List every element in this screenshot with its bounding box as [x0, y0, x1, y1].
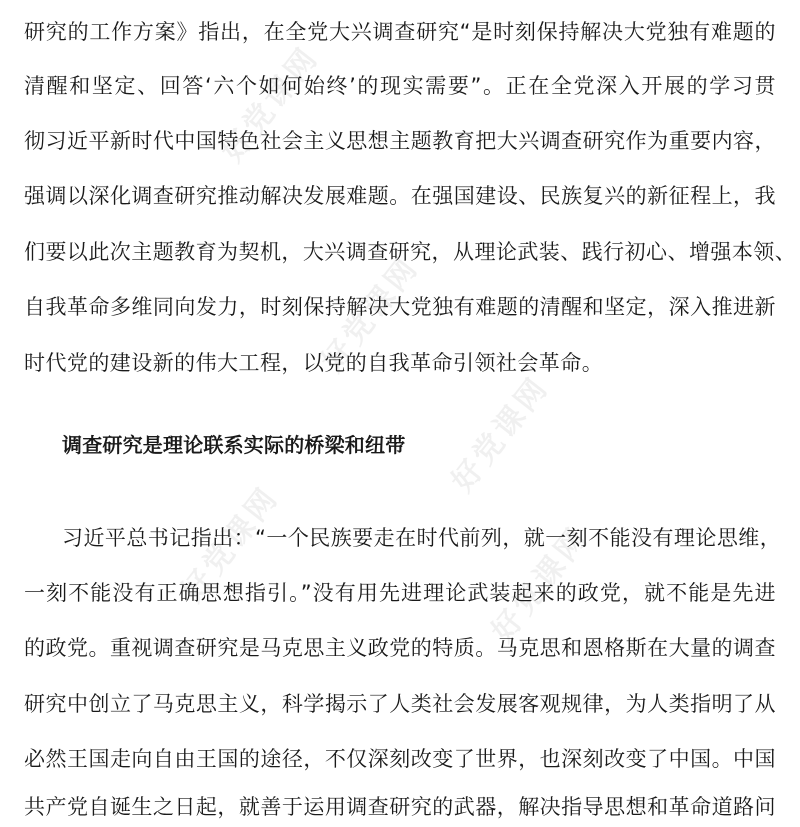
paragraph-line: 们要以此次主题教育为契机，大兴调查研究，从理论武装、践行初心、增强本领、 [24, 240, 797, 264]
paragraph-line: 一刻不能没有正确思想指引。”没有用先进理论武装起来的政党，就不能是先进 [24, 581, 776, 605]
paragraph-line: 彻习近平新时代中国特色社会主义思想主题教育把大兴调查研究作为重要内容， [24, 129, 776, 153]
watermark: 好党课网 [445, 369, 557, 499]
watermark: 好党课网 [315, 249, 427, 379]
paragraph-line: 时代党的建设新的伟大工程，以党的自我革命引领社会革命。 [24, 351, 604, 375]
paragraph-line: 强调以深化调查研究推动解决发展难题。在强国建设、民族复兴的新征程上，我 [24, 184, 776, 208]
watermark: 好党课网 [175, 479, 287, 609]
paragraph-line: 共产党自诞生之日起，就善于运用调查研究的武器，解决指导思想和革命道路问 [24, 795, 776, 819]
paragraph-line: 自我革命多维同向发力，时刻保持解决大党独有难题的清醒和坚定，深入推进新 [24, 295, 776, 319]
section-heading: 调查研究是理论联系实际的桥梁和纽带 [62, 433, 406, 457]
paragraph-line: 的政党。重视调查研究是马克思主义政党的特质。马克思和恩格斯在大量的调查 [24, 636, 776, 660]
paragraph-line: 研究的工作方案》指出，在全党大兴调查研究“是时刻保持解决大党独有难题的 [24, 20, 776, 44]
watermark: 好党课网 [485, 519, 597, 649]
paragraph-line: 必然王国走向自由王国的途径，不仅深刻改变了世界，也深刻改变了中国。中国 [24, 747, 776, 771]
paragraph-line: 研究中创立了马克思主义，科学揭示了人类社会发展客观规律，为人类指明了从 [24, 692, 776, 716]
watermark: 好党课网 [215, 39, 327, 169]
paragraph-line: 习近平总书记指出：“一个民族要走在时代前列，就一刻不能没有理论思维， [62, 526, 782, 550]
paragraph-line: 清醒和坚定、回答‘六个如何始终’的现实需要”。正在全党深入开展的学习贯 [24, 74, 776, 98]
